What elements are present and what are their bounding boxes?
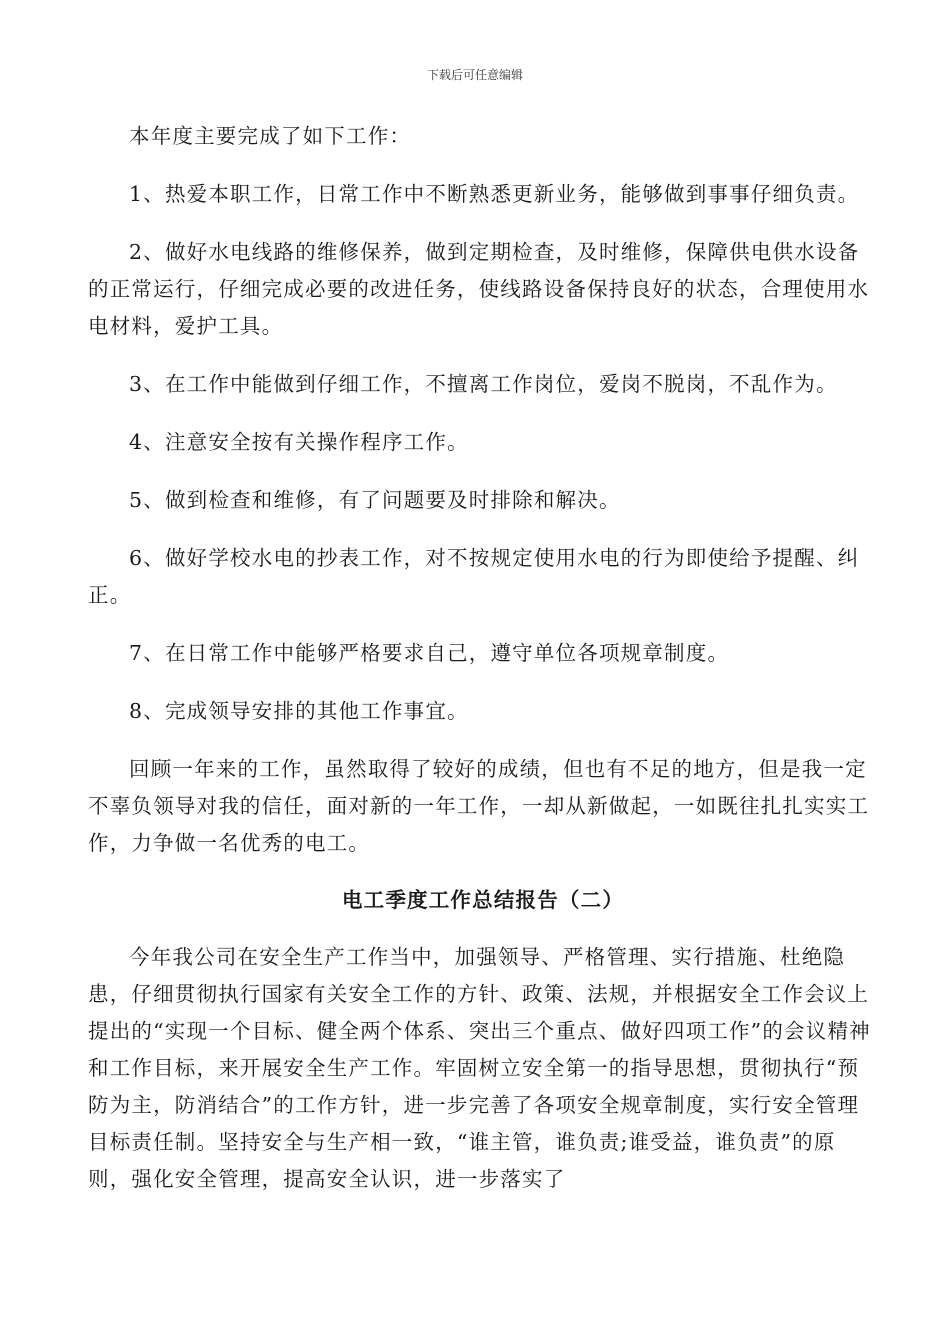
list-item: 7、在日常工作中能够严格要求自己，遵守单位各项规章制度。	[129, 641, 730, 665]
list-item: 4、注意安全按有关操作程序工作。	[129, 430, 469, 454]
list-item: 5、做到检查和维修，有了问题要及时排除和解决。	[129, 488, 621, 512]
section-body-paragraph: 今年我公司在安全生产工作当中，加强领导、严格管理、实行措施、杜绝隐患，仔细贯彻执行国家有关安全工作的方针、政策、法规，并根据安全工作会议上提出的“实现一个目标、健全两个体系、突出三个重点、做好四项工作”的会议精神和工作目标，来开展安全生产工作。牢固树立安全第一的指导思想，贯彻执行“预防为主，防消结合”的工作方针，进一步完善了各项安全规章制度，实行安全管理目标责任制。坚持安全与生产相一致，“谁主管，谁负责;谁受益，谁负责”的原则，强化安全管理，提高安全认识，进一步落实了	[88, 945, 871, 1191]
list-item: 2、做好水电线路的维修保养，做到定期检查，及时维修，保障供电供水设备的正常运行，仔细完成必要的改进任务，使线路设备保持良好的状态，合理使用水电材料，爱护工具。	[88, 240, 870, 338]
closing-paragraph: 回顾一年来的工作，虽然取得了较好的成绩，但也有不足的地方，但是我一定不辜负领导对我的信任，面对新的一年工作，一却从新做起，一如既往扎扎实实工作，力争做一名优秀的电工。	[88, 757, 870, 855]
intro-paragraph: 本年度主要完成了如下工作：	[129, 124, 412, 148]
list-item: 1、热爱本职工作，日常工作中不断熟悉更新业务，能够做到事事仔细负责。	[129, 182, 860, 206]
list-item: 3、在工作中能做到仔细工作，不擅离工作岗位，爱岗不脱岗，不乱作为。	[129, 372, 838, 396]
header-note: 下载后可任意编辑	[426, 68, 523, 82]
list-item: 8、完成领导安排的其他工作事宜。	[129, 699, 469, 723]
document-body	[88, 118, 878, 1198]
list-item: 6、做好学校水电的抄表工作，对不按规定使用水电的行为即使给予提醒、纠正。	[88, 546, 860, 607]
section-title: 电工季度工作总结报告（二）	[341, 888, 625, 912]
